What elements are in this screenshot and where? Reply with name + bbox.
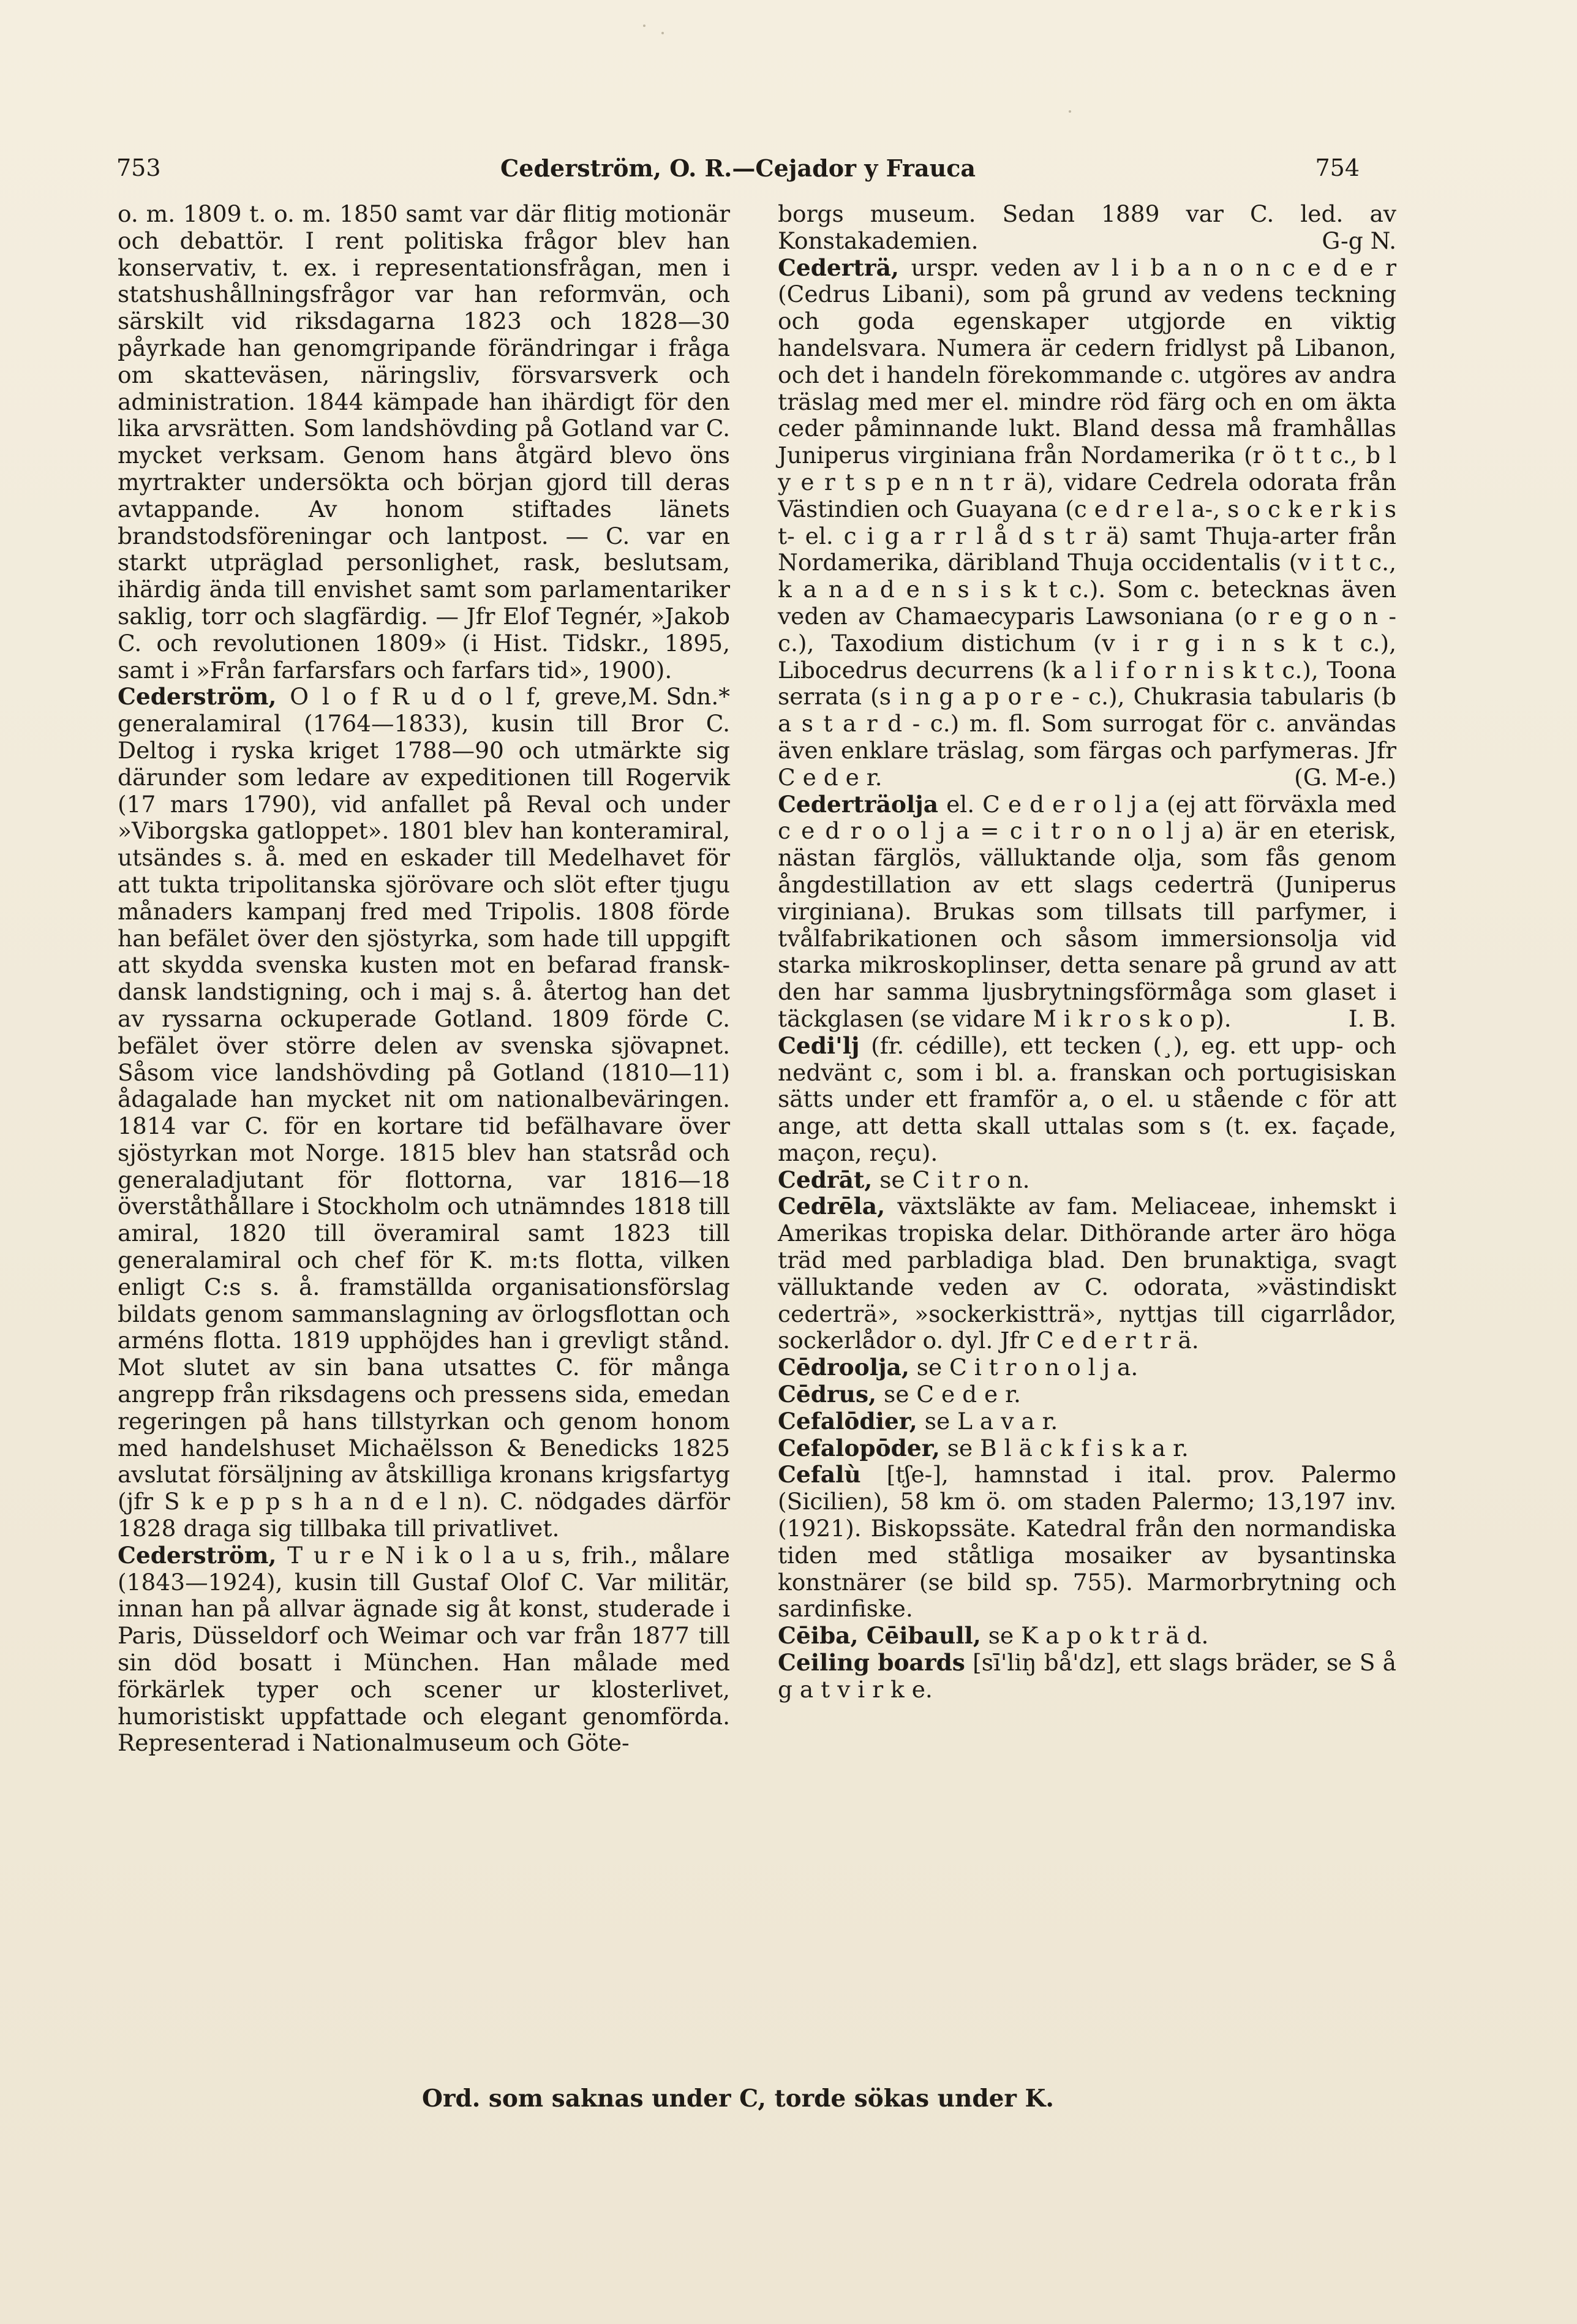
entry-text: (fr. cédille), ett tecken (¸), eg. ett upp- och nedvänt c, som i bl. a. franskan och portugisiskan sätts under ett framför a, o el. u stående c för att ange, att detta skall uttalas som s (t. ex. façade, maçon, reçu). — [778, 1032, 1396, 1166]
entry-text: se C e d e r. — [884, 1381, 1021, 1408]
entry — [778, 1033, 1396, 1167]
page-number-right: 754 — [1315, 154, 1360, 181]
entry — [778, 1462, 1396, 1623]
entry-text: se B l ä c k f i s k a r. — [947, 1434, 1189, 1462]
entry-text: [sī'liŋ bå'dz], ett slags bräder, se S å g a t v i r k e. — [778, 1649, 1396, 1703]
entry-headword: Cēiba, Cēibaull, — [778, 1622, 981, 1650]
entry-headword: Cefalōdier, — [778, 1407, 917, 1435]
entry — [778, 1650, 1396, 1703]
entry-text: urspr. veden av l i b a n o n c e d e r (Cedrus Libani), som på grund av vedens teckning och goda egenskaper utgjorde en viktig handelsvara. Numera är cedern fridlyst på Libanon, och det i handeln förekommande c. utgöres av andra träslag med mer el. mindre röd färg och en om äkta ceder påminnande lukt. Bland dessa må framhållas Juniperus virginiana från Nordamerika (r ö t t c., b l y e r t s p e n n t r ä), vidare Cedrela odorata från Västindien och Guayana (c e d r e l a-, s o c k e r k i s t- el. c i g a r r l å d s t r ä) samt Thuja-arter från Nordamerika, däribland Thuja occidentalis (v i t t c., k a n a d e n s i s k t c.). Som c. betecknas även veden av Chamaecyparis Lawsoniana (o r e g o n - c.), Taxodium distichum (v i r g i n s k t c.), Libocedrus decurrens (k a l i f o r n i s k t c.), Toona serrata (s i n g a p o r e - c.), Chukrasia tabularis (b a s t a r d - c.) m. fl. Som surrogat för c. användas även enklare träslag, som färgas och parfymeras. Jfr C e d e r. — [778, 254, 1396, 791]
entry-text: se C i t r o n. — [879, 1166, 1030, 1193]
page-footer-note: Ord. som saknas under C, torde sökas under K. — [421, 2084, 1054, 2113]
entry-headword: Ceiling boards — [778, 1649, 965, 1677]
author-signature: I. B. — [1348, 1005, 1396, 1032]
entry-headword: Cederström, — [118, 683, 277, 711]
entry-text: O l o f R u d o l f, greve, generalamiral (1764—1833), kusin till Bror C. Deltog i ryska kriget 1788—90 och utmärkte sig därunder som ledare av expeditionen till Rogervik (17 mars 1790), vid anfallet på Reval och under »Viborgska gatloppet». 1801 blev han konteramiral, utsändes s. å. med en eskader till Medelhavet för att tukta tripolitanska sjörövare och slöt efter tjugu månaders kampanj fred med Tripolis. 1808 förde han befälet över den sjöstyrka, som hade till uppgift att skydda svenska kusten mot en befarad fransk-dansk landstigning, och i maj s. å. återtog han det av ryssarna ockuperade Gotland. 1809 förde C. befälet över större delen av svenska sjövapnet. Såsom vice landshövding på Gotland (1810—11) ådagalade han mycket nit om nationalbeväringen. 1814 var C. för en kortare tid befälhavare över sjöstyrkan mot Norge. 1815 blev han statsråd och generaladjutant för flottorna, var 1816—18 överståthållare i Stockholm och utnämndes 1818 till amiral, 1820 till överamiral samt 1823 till generalamiral och chef för K. m:ts flotta, vilken enligt C:s s. å. framställda organisationsförslag bildats genom sammanslagning av örlogsflottan och arméns flotta. 1819 upphöjdes han i grevligt stånd. Mot slutet av sin bana utsattes C. för många angrepp från riksdagens och pressens sida, emedan regeringen på hans tillstyrkan och genom honom med handelshuset Michaëlsson & Benedicks 1825 avslutat försäljning av åtskilliga kronans krigsfartyg (jfr S k e p p s h a n d e l n). C. nödgades därför 1828 draga sig tillbaka till privatlivet. — [118, 683, 730, 1542]
paper-speck — [661, 32, 664, 34]
entry-text: växtsläkte av fam. Meliaceae, inhemskt i Amerikas tropiska delar. Dithörande arter äro höga träd med parbladiga blad. Den brunaktiga, svagt välluktande veden av C. odorata, »västindiskt cederträ», »sockerkistträ», nyttjas till cigarrlådor, sockerlådor o. dyl. Jfr C e d e r t r ä. — [778, 1193, 1396, 1354]
author-signature: M. Sdn.* — [628, 683, 730, 711]
entry-headword: Cefalù — [778, 1461, 861, 1488]
entry — [778, 1354, 1396, 1381]
author-signature: (G. M-e.) — [1294, 763, 1396, 791]
entry — [778, 1381, 1396, 1408]
entry-text: [tʃe-], hamnstad i ital. prov. Palermo (Sicilien), 58 km ö. om staden Palermo; 13,197 inv. (1921). Biskopssäte. Katedral från den normandiska tiden med ståtliga mosaiker av bysantinska konstnärer (se bild sp. 755). Marmorbrytning och sardinfiske. — [778, 1461, 1396, 1623]
entry-headword: Cedrēla, — [778, 1193, 886, 1220]
entry — [778, 1435, 1396, 1462]
entry-headword: Cedrāt, — [778, 1166, 873, 1193]
entry-text: se K a p o k t r ä d. — [988, 1622, 1209, 1650]
entry-text: T u r e N i k o l a u s, frih., målare (1843—1924), kusin till Gustaf Olof C. Var militär, innan han på allvar ägnade sig åt konst, studerade i Paris, Düsseldorf och Weimar och var från 1877 till sin död bosatt i München. Han målade med förkärlek typer och scener ur klosterlivet, humoristiskt uppfattade och elegant genomförda. Representerad i Nationalmuseum och Göte- — [118, 1541, 730, 1757]
right-column — [778, 201, 1396, 1703]
entry-text: el. C e d e r o l j a (ej att förväxla med c e d r o o l j a = c i t r o n o l j a) är en eterisk, nästan färglös, välluktande olja, som fås genom ångdestillation av ett slags cederträ (Juniperus virginiana). Brukas som tillsats till parfymer, i tvålfabrikationen och såsom immersionsolja vid starka mikroskoplinser, detta senare på grund av att den har samma ljusbrytningsförmåga som glaset i täckglasen (se vidare M i k r o s k o p). — [778, 790, 1396, 1032]
paper-speck — [1069, 110, 1071, 113]
entry — [778, 1193, 1396, 1354]
entry-headword: Cederström, — [118, 1541, 277, 1569]
entry — [778, 201, 1396, 255]
entry-text: borgs museum. Sedan 1889 var C. led. av Konstakademien. — [778, 200, 1396, 254]
entry — [778, 791, 1396, 1033]
entry-text: se L a v a r. — [924, 1407, 1058, 1435]
entry-text: se C i t r o n o l j a. — [916, 1354, 1139, 1381]
entry — [778, 1408, 1396, 1435]
entry-headword: Cefalopōder, — [778, 1434, 940, 1462]
entry-headword: Cederträ, — [778, 254, 899, 281]
entry — [778, 255, 1396, 791]
left-column — [118, 201, 730, 1757]
entry-headword: Cēdrus, — [778, 1381, 877, 1408]
entry-text: o. m. 1809 t. o. m. 1850 samt var där flitig motionär och debattör. I rent politiska frågor blev han konservativ, t. ex. i representationsfrågan, men i statshushållningsfrågor var han reformvän, och särskilt vid riksdagarna 1823 och 1828—30 påyrkade han genomgripande förändringar i fråga om skatteväsen, näringsliv, försvarsverk och administration. 1844 kämpade han ihärdigt för den lika arvsrätten. Som landshövding på Gotland var C. mycket verksam. Genom hans åtgärd blevo öns myrtrakter undersökta och början gjord till deras avtappande. Av honom stiftades länets brandstodsföreningar och lantpost. — C. var en starkt utpräglad personlighet, rask, beslutsam, ihärdig ända till envishet samt som parlamentariker saklig, torr och slagfärdig. — Jfr Elof Tegnér, »Jakob C. och revolutionen 1809» (i Hist. Tidskr., 1895, samt i »Från farfarsfars och farfars tid», 1900). — [118, 200, 730, 684]
page-header — [116, 154, 1360, 191]
entry — [118, 684, 730, 1542]
paper-speck — [643, 25, 645, 27]
entry-headword: Cēdroolja, — [778, 1354, 909, 1381]
running-title: Cederström, O. R.—Cejador y Frauca — [500, 154, 976, 182]
entry — [778, 1623, 1396, 1650]
entry-headword: Cedi'lj — [778, 1032, 860, 1059]
entry — [118, 1542, 730, 1757]
author-signature: G-g N. — [1322, 227, 1396, 254]
entry-headword: Cederträolja — [778, 790, 939, 818]
page-number-left: 753 — [116, 154, 161, 181]
entry — [778, 1167, 1396, 1194]
